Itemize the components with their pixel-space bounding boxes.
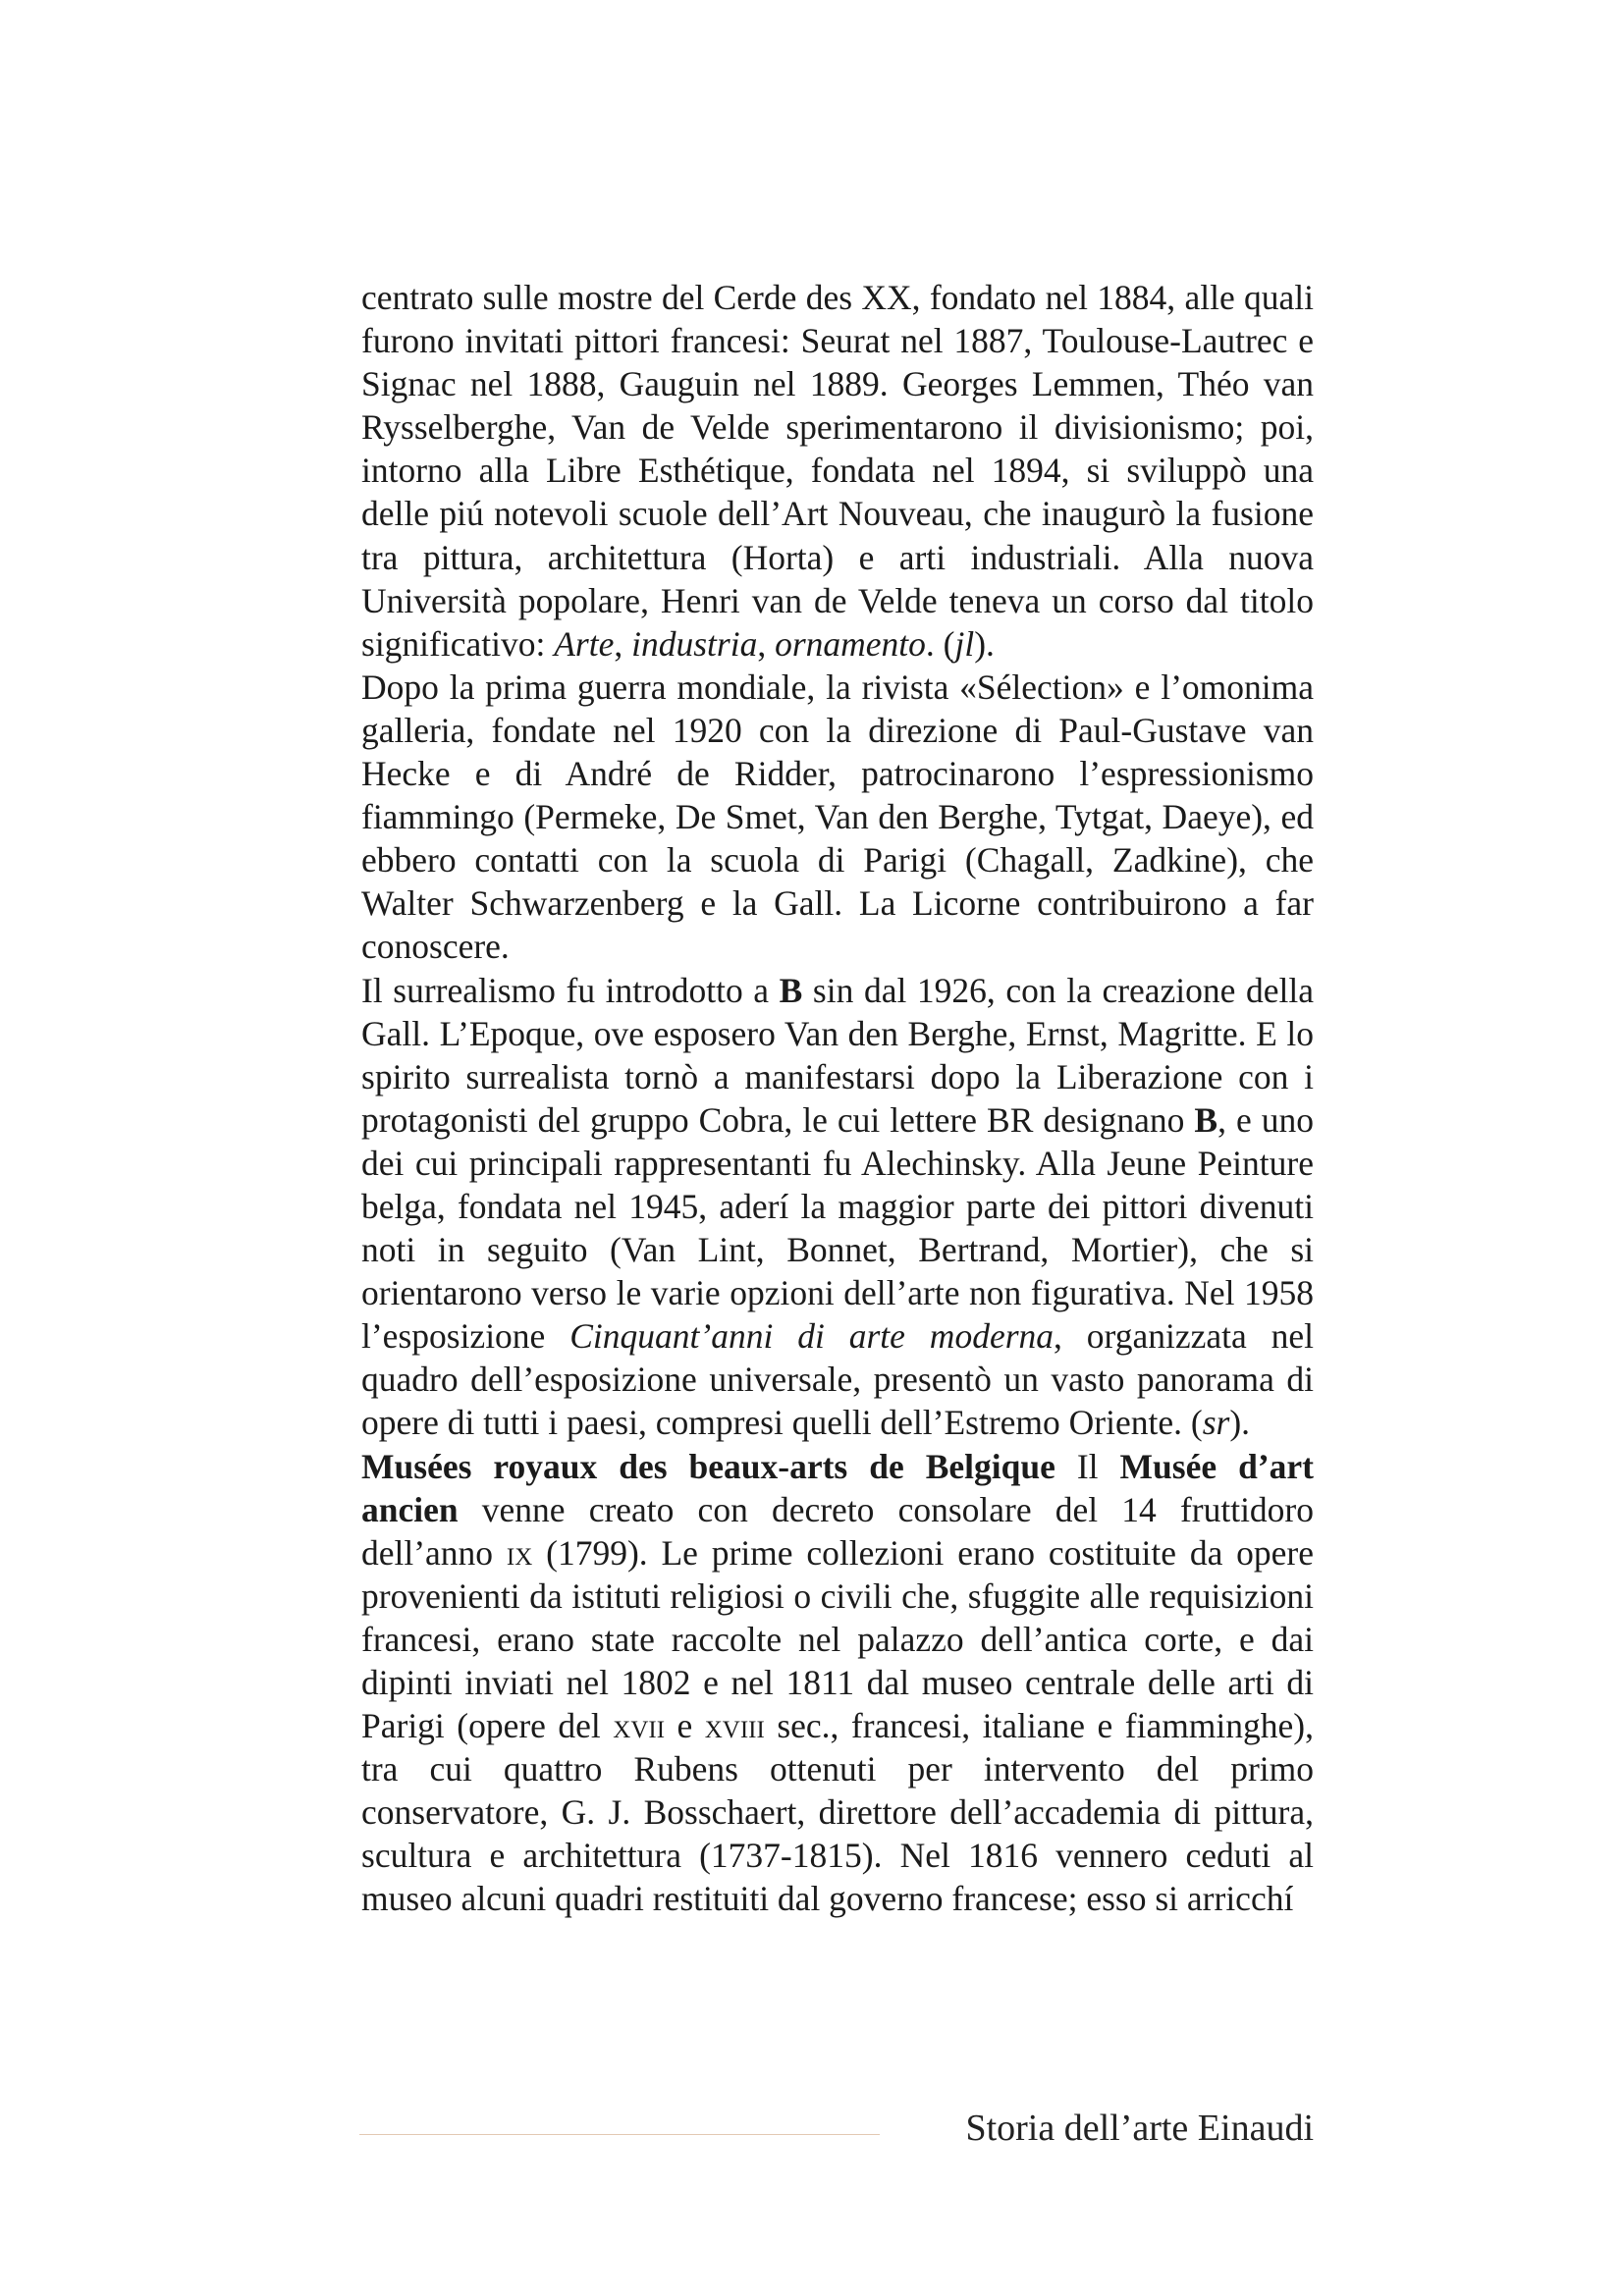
- paragraph-cercle-des-xx: centrato sulle mostre del Cerde des XX, fondato nel 1884, alle quali furono invitati pittori francesi: Seurat nel 1887, Toulouse-Lautrec e Signac nel 1888, Gauguin nel 1889. Georges Lemmen, Théo van Rysselberghe, Van de Velde sperimentarono il divisionismo; poi, intorno alla Libre Esthétique, fondata nel 1894, si sviluppò una delle piú notevoli scuole dell’Art Nouveau, che inaugurò la fusione tra pittura, architettura (Horta) e arti industriali. Alla nuova Università popolare, Henri van de Velde teneva un corso dal titolo significativo: Arte, industria, ornamento. (jl).: [361, 278, 1314, 664]
- bold-run: B: [779, 970, 803, 1010]
- paragraph-selection: Dopo la prima guerra mondiale, la rivista «Sélection» e l’omonima galleria, fondate nel 1920 con la direzione di Paul-Gustave van Hecke e di André de Ridder, patrocinarono l’espressionismo fiammingo (Permeke, De Smet, Van den Berghe, Tytgat, Daeye), ed ebbero contatti con la scuola di Parigi (Chagall, Zadkine), che Walter Schwarzenberg e la Gall. La Licorne contribuirono a far conoscere.: [361, 667, 1314, 967]
- footer-rule: [359, 2134, 880, 2135]
- bold-run: B: [1194, 1099, 1218, 1140]
- italic-run: jl: [954, 623, 975, 664]
- paragraph-musees-royaux: Musées royaux des beaux-arts de Belgique Il Musée d’art ancien venne creato con decreto consolare del 14 fruttidoro dell’anno ix (1799). Le prime collezioni erano costituite da opere provenienti da istituti religiosi o civili che, sfuggite alle requisizioni francesi, erano state raccolte nel palazzo dell’antica corte, e dai dipinti inviati nel 1802 e nel 1811 dal museo centrale delle arti di Parigi (opere del xvii e xviii sec., francesi, italiane e fiamminghe), tra cui quattro Rubens ottenuti per intervento del primo conservatore, G. J. Bosschaert, direttore dell’accademia di pittura, scultura e architettura (1737-1815). Nel 1816 vennero ceduti al museo alcuni quadri restituiti dal governo francese; esso si arricchí: [361, 1446, 1315, 1919]
- italic-run: sr: [1202, 1403, 1230, 1443]
- body-text: [361, 276, 1314, 1921]
- italic-run: industria: [631, 623, 758, 664]
- small-caps-run: ix: [506, 1532, 533, 1573]
- italic-run: Arte: [554, 623, 615, 664]
- italic-run: ornamento: [775, 623, 926, 664]
- small-caps-run: xviii: [704, 1706, 765, 1746]
- paragraph-surrealismo: Il surrealismo fu introdotto a B sin dal 1926, con la creazione della Gall. L’Epoque, ove esposero Van den Berghe, Ernst, Magritte. E lo spirito surrealista tornò a manifestarsi dopo la Liberazione con i protagonisti del gruppo Cobra, le cui lettere BR designano B, e uno dei cui principali rappresentanti fu Alechinsky. Alla Jeune Peinture belga, fondata nel 1945, aderí la maggior parte dei pittori divenuti noti in seguito (Van Lint, Bonnet, Bertrand, Mortier), che si orientarono verso le varie opzioni dell’arte non figurativa. Nel 1958 l’esposizione Cinquant’anni di arte moderna, organizzata nel quadro dell’esposizione universale, presentò un vasto panorama di opere di tutti i paesi, compresi quelli dell’Estremo Oriente. (sr).: [361, 970, 1314, 1443]
- small-caps-run: xvii: [613, 1706, 666, 1746]
- italic-run: Cinquant’anni di arte moderna: [569, 1316, 1055, 1357]
- bold-run: Musée d’art ancien: [361, 1446, 1315, 1529]
- footer-title: Storia dell’arte Einaudi: [965, 2108, 1314, 2149]
- bold-run: Musées royaux des beaux-arts de Belgique: [361, 1446, 1055, 1486]
